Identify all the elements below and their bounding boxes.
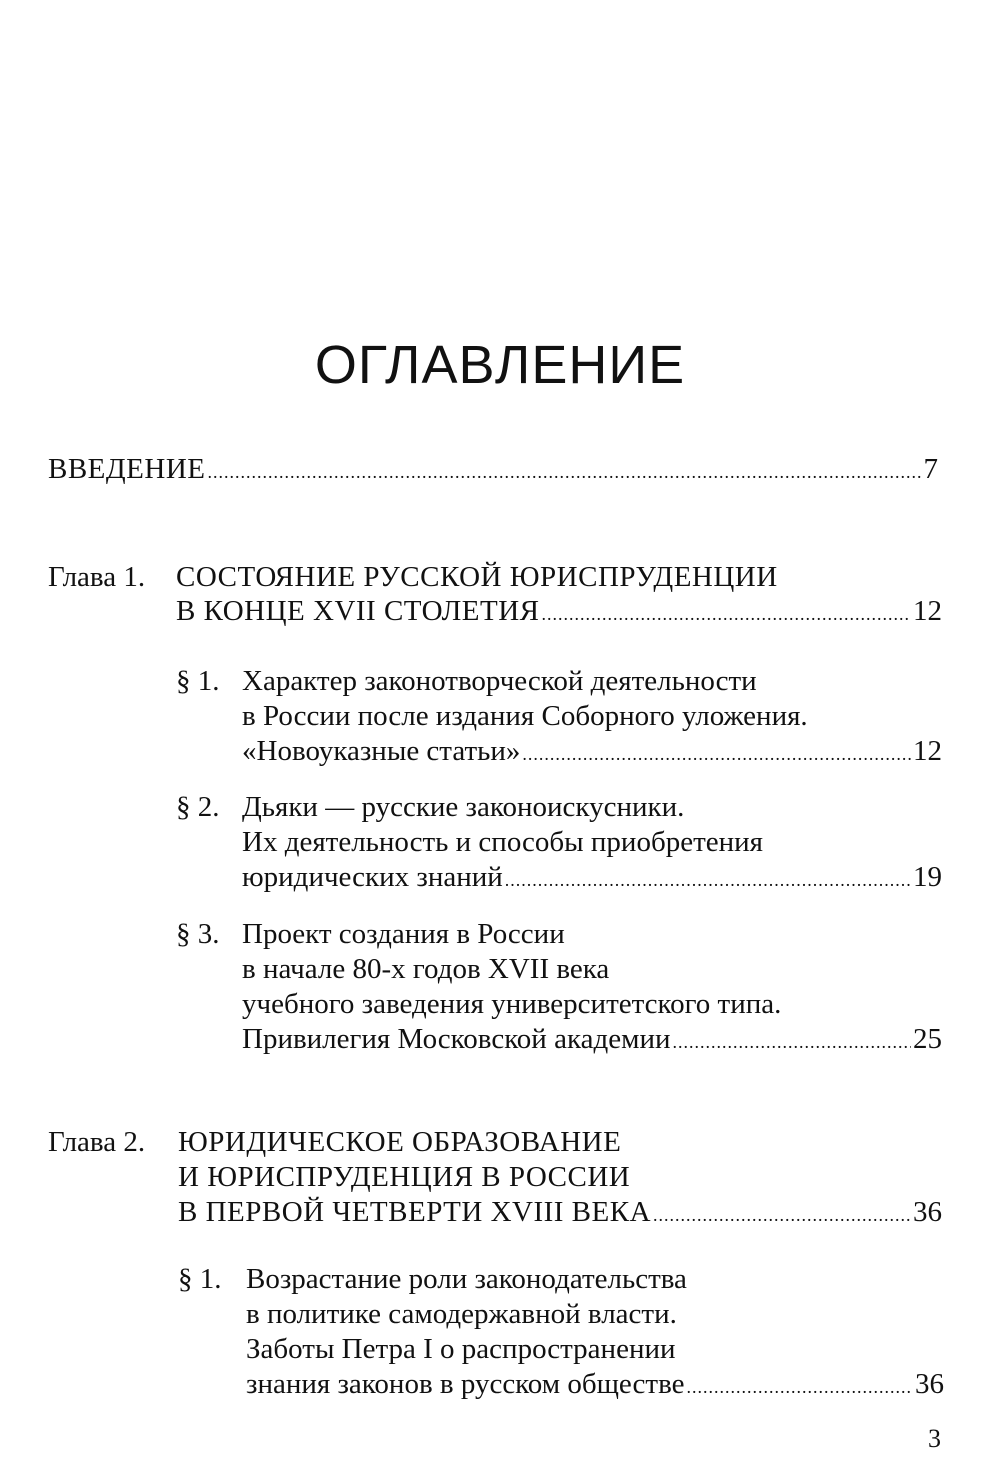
section-title-line: «Новоуказные статьи» [242, 735, 521, 767]
chapter-title-line: СОСТОЯНИЕ РУССКОЙ ЮРИСПРУДЕНЦИИ [176, 561, 778, 593]
toc-entry-section-1-1[interactable] [242, 734, 942, 772]
section-title-line: Дьяки — русские законоискусники. [242, 791, 685, 823]
chapter-number: Глава 1. [48, 561, 146, 593]
section-title-line: в начале 80-х годов XVII века [242, 953, 610, 985]
section-title-line: в России после издания Соборного уложения. [242, 700, 808, 732]
chapter-title-line: ЮРИДИЧЕСКОЕ ОБРАЗОВАНИЕ [178, 1126, 622, 1158]
leader-dots [208, 455, 922, 490]
toc-entry-chapter-2[interactable] [178, 1195, 942, 1233]
chapter-title-line: В ПЕРВОЙ ЧЕТВЕРТИ XVIII ВЕКА [178, 1196, 652, 1228]
leader-dots [673, 1025, 912, 1060]
toc-page-number: 36 [913, 1196, 942, 1228]
page-number: 3 [928, 1424, 941, 1453]
page-title: ОГЛАВЛЕНИЕ [314, 335, 686, 395]
section-title-line: Проект создания в России [242, 918, 565, 950]
toc-entry-introduction[interactable] [48, 452, 938, 490]
toc-page-number: 36 [915, 1368, 944, 1400]
section-title-line: знания законов в русском обществе [246, 1368, 685, 1400]
section-title-line: в политике самодержавной власти. [246, 1298, 677, 1330]
toc-page-number: 12 [913, 595, 942, 627]
section-number: § 1. [178, 1263, 222, 1295]
section-number: § 1. [176, 665, 220, 697]
chapter-title-line: В КОНЦЕ XVII СТОЛЕТИЯ [176, 595, 540, 627]
toc-entry-section-1-3[interactable] [242, 1022, 942, 1060]
toc-page-number: 25 [913, 1023, 942, 1055]
chapter-number: Глава 2. [48, 1126, 146, 1158]
section-title-line: Их деятельность и способы приобретения [242, 826, 763, 858]
section-title-line: Заботы Петра I о распространении [246, 1333, 676, 1365]
leader-dots [653, 1198, 911, 1233]
chapter-title-line: И ЮРИСПРУДЕНЦИЯ В РОССИИ [178, 1161, 631, 1193]
toc-entry-section-1-2[interactable] [242, 860, 942, 898]
section-number: § 2. [176, 791, 220, 823]
section-title-line: Привилегия Московской академии [242, 1023, 671, 1055]
toc-entry-section-2-1[interactable] [246, 1367, 944, 1405]
toc-page-number: 12 [913, 735, 942, 767]
section-title-line: Возрастание роли законодательства [246, 1263, 687, 1295]
toc-entry-chapter-1[interactable] [176, 594, 942, 632]
leader-dots [542, 597, 911, 632]
leader-dots [686, 1370, 913, 1405]
section-title-line: учебного заведения университетского типа. [242, 988, 782, 1020]
section-title-line: юридических знаний [242, 861, 503, 893]
toc-page-number: 7 [923, 453, 938, 485]
leader-dots [505, 863, 911, 898]
leader-dots [522, 737, 911, 772]
section-number: § 3. [176, 918, 220, 950]
section-title-line: Характер законотворческой деятельности [242, 665, 757, 697]
toc-entry-label: ВВЕДЕНИЕ [48, 453, 206, 485]
toc-page-number: 19 [913, 861, 942, 893]
